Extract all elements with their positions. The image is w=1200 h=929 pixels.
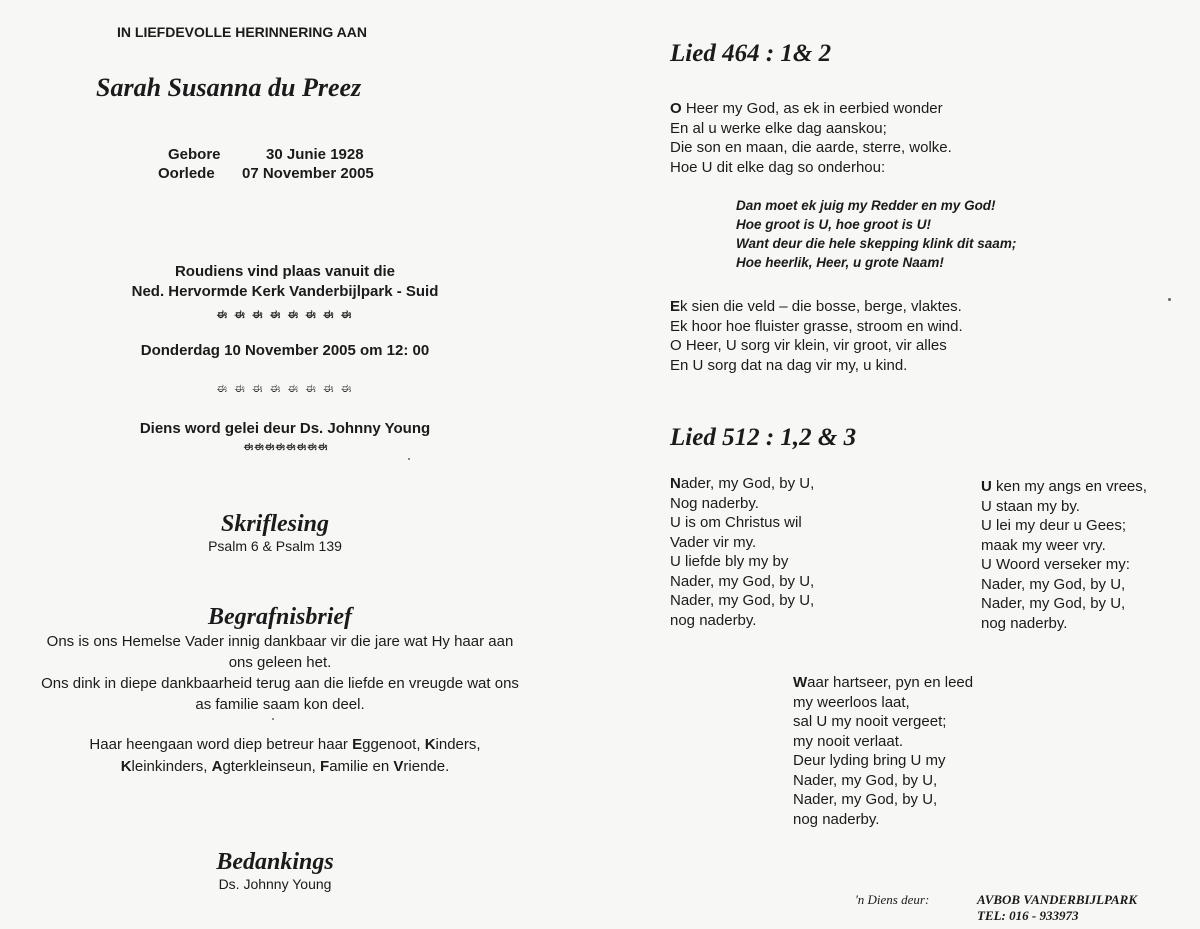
verse-line: nog naderby.	[670, 611, 757, 629]
hymn-2-verse-1	[670, 474, 814, 630]
born-label: Gebore	[168, 146, 221, 163]
chorus-line: Hoe groot is U, hoe groot is U!	[736, 217, 931, 232]
verse-line: Die son en maan, die aarde, sterre, wolke.	[670, 139, 952, 156]
scan-speck	[1168, 298, 1171, 301]
verse-line: my weerloos laat,	[793, 693, 910, 711]
mourner-children: Kinders,	[424, 736, 481, 753]
verse-line: Deur lyding bring U my	[793, 752, 946, 769]
verse-line: U ken my angs en vrees,	[981, 478, 1147, 495]
thanks-text: Ds. Johnny Young	[218, 876, 332, 892]
letter-line: as familie saam kon deel.	[195, 696, 365, 713]
born-date: 30 Junie 1928	[266, 146, 364, 163]
verse-line: Nader, my God, by U,	[670, 475, 815, 492]
verse-line: Nader, my God, by U,	[981, 595, 1126, 612]
verse-line: Hoe U dit elke dag so onderhou:	[670, 158, 886, 176]
verse-line: sal U my nooit vergeet;	[793, 713, 947, 730]
reading-text: Psalm 6 & Psalm 139	[208, 538, 342, 554]
memorial-header: IN LIEFDEVOLLE HERINNERING AAN	[117, 24, 367, 40]
chorus-line: Hoe heerlik, Heer, u grote Naam!	[736, 255, 944, 270]
verse-line: U is om Christus wil	[670, 514, 802, 531]
verse-line: Ek sien die veld – die bosse, berge, vlaktes.	[670, 298, 962, 315]
letter-line: Ons dink in diepe dankbaarheid terug aan die liefde en vreugde wat ons	[41, 675, 519, 692]
footer-label: 'n Diens deur:	[855, 892, 930, 907]
verse-line: Vader vir my.	[670, 533, 757, 551]
chorus-line: Want deur die hele skepping klink dit saam;	[736, 236, 1017, 251]
dates-block	[158, 145, 374, 183]
footer-provider	[977, 892, 1137, 924]
mourner-friends: Vriende.	[393, 758, 450, 775]
verse-line: Nog naderby.	[670, 494, 759, 512]
verse-line: my nooit verlaat.	[793, 732, 904, 750]
letter-section	[0, 603, 560, 715]
service-line-2: Ned. Hervormde Kerk Vanderbijlpark - Suid	[131, 283, 439, 300]
reading-section	[130, 510, 420, 555]
scan-speck	[272, 718, 274, 720]
mourned-intro: Haar heengaan word diep betreur haar	[89, 736, 348, 753]
ornament-divider: ಈ ಈ ಈ ಈ ಈ ಈ ಈ ಈ	[243, 441, 327, 453]
verse-line: En U sorg dat na dag vir my, u kind.	[670, 356, 908, 374]
chorus-line: Dan moet ek juig my Redder en my God!	[736, 198, 996, 213]
thanks-title: Bedankings	[216, 849, 334, 875]
verse-line: Nader, my God, by U,	[670, 572, 815, 590]
verse-line: Nader, my God, by U,	[981, 575, 1126, 593]
mourners-block	[0, 734, 570, 778]
footer-company: AVBOB VANDERBIJLPARK	[977, 892, 1138, 907]
footer-tel: TEL: 016 - 933973	[977, 908, 1079, 923]
verse-line: O Heer, U sorg vir klein, vir groot, vir alles	[670, 337, 947, 354]
ornament-divider: ಈ ಈ ಈ ಈ ಈ ಈ ಈ ಈ	[216, 307, 354, 321]
letter-title: Begrafnisbrief	[208, 604, 352, 630]
verse-line: maak my weer vry.	[981, 536, 1106, 554]
verse-line: U staan my by.	[981, 497, 1080, 515]
officiant-block	[50, 420, 520, 456]
verse-line: nog naderby.	[981, 614, 1068, 632]
service-block	[50, 262, 520, 324]
hymn-1-verse-1	[670, 99, 952, 177]
verse-line: nog naderby.	[793, 810, 880, 828]
verse-line: En al u werke elke dag aanskou;	[670, 119, 887, 137]
mourner-spouse: Eggenoot,	[352, 736, 421, 753]
verse-line: Nader, my God, by U,	[793, 791, 938, 808]
hymn-1-verse-2	[670, 297, 963, 375]
died-date: 07 November 2005	[242, 165, 374, 182]
verse-line: U Woord verseker my:	[981, 556, 1130, 573]
hymn-1-chorus	[736, 196, 1016, 272]
hymn-1-title: Lied 464 : 1& 2	[670, 40, 832, 67]
thanks-section	[130, 848, 420, 893]
deceased-name: Sarah Susanna du Preez	[96, 73, 362, 102]
letter-line: ons geleen het.	[228, 654, 332, 671]
hymn-2-title: Lied 512 : 1,2 & 3	[670, 424, 857, 451]
verse-line: Ek hoor hoe fluister grasse, stroom en wind.	[670, 317, 963, 335]
mourner-grandchildren: Kleinkinders,	[120, 758, 208, 775]
hymn-2-verse-3	[793, 673, 973, 829]
mourner-great-grandson: Agterkleinseun,	[211, 758, 316, 775]
verse-line: O Heer my God, as ek in eerbied wonder	[670, 100, 943, 117]
letter-line: Ons is ons Hemelse Vader innig dankbaar vir die jare wat Hy haar aan	[46, 633, 514, 650]
service-line-1: Roudiens vind plaas vanuit die	[174, 263, 396, 280]
mourner-family: Familie en	[320, 758, 390, 775]
died-label: Oorlede	[158, 165, 215, 182]
reading-title: Skriflesing	[220, 511, 330, 537]
verse-line: U liefde bly my by	[670, 553, 789, 570]
service-datetime: Donderdag 10 November 2005 om 12: 00	[140, 342, 430, 359]
verse-line: Nader, my God, by U,	[793, 771, 938, 789]
ornament-divider: ಈ ಈ ಈ ಈ ಈ ಈ ಈ ಈ	[216, 381, 354, 395]
hymn-2-verse-2	[981, 477, 1147, 633]
officiant-text: Diens word gelei deur Ds. Johnny Young	[139, 420, 431, 437]
verse-line: Nader, my God, by U,	[670, 592, 815, 609]
verse-line: U lei my deur u Gees;	[981, 517, 1127, 534]
scan-speck	[408, 458, 410, 460]
verse-line: Waar hartseer, pyn en leed	[793, 674, 974, 691]
